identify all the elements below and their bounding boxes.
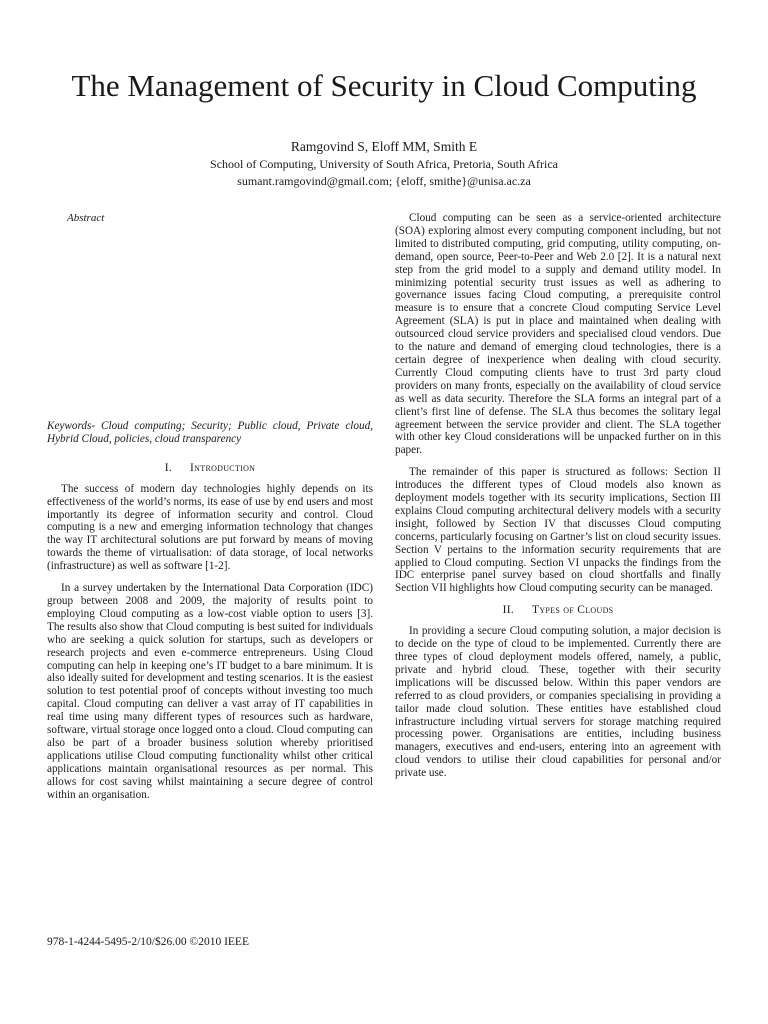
paper-title: The Management of Security in Cloud Computing — [71, 68, 697, 103]
keywords: Keywords- Cloud computing; Security; Public cloud, Private cloud, Hybrid Cloud, policies, cloud transparency — [47, 420, 373, 445]
abstract-label: Abstract — [67, 212, 105, 224]
paragraph: The remainder of this paper is structured as follows: Section II introduces the different types of Cloud models also known as deployment models together with its security implications, Section III explains Cloud computing architectural delivery models with a security insight, followed by Section IV that discusses Cloud computing concerns, particularly focusing on Gartner’s list on cloud security issues. Section V pertains to the information security requirements that are applied to Cloud computing. Section VI unpacks the findings from the IDC enterprise panel survey based on cloud shortfalls and finally Section VII highlights how Cloud computing security can be managed. — [395, 466, 721, 595]
left-column — [47, 212, 373, 810]
author-list: Ramgovind S, Eloff MM, Smith E — [290, 139, 478, 154]
section-number: II. — [502, 604, 515, 617]
paragraph: In a survey undertaken by the International Data Corporation (IDC) group between 2008 and 2009, the majority of results point to employing Cloud computing as a low-cost viable option to users [3]. The results also show that Cloud computing is best suited for individuals who are seeking a quick solution for startups, such as developers or research projects and even e-commerce entrepreneurs. Using Cloud computing can help in keeping one’s IT budget to a bare minimum. It is also ideally suited for development and testing scenarios. It is the easiest solution to test potential proof of concepts without investing too much capital. Cloud computing can deliver a vast array of IT capabilities in real time using many different types of resources such as hardware, software, virtual storage once logged onto a cloud. Cloud computing can also be part of a broader business solution whereby prioritised applications utilise Cloud computing functionality whilst other critical applications maintain organisational resources as per normal. This allows for cost saving whilst maintaining a secure degree of control within an organisation. — [47, 582, 373, 801]
paragraph: The success of modern day technologies highly depends on its effectiveness of the world’s norms, its ease of use by end users and most importantly its degree of information security and control. Cloud computing is a new and emerging information technology that changes the way IT architectural solutions are put forward by means of moving towards the theme of virtualisation: of data storage, of local networks (infrastructure) as well as software [1-2]. — [47, 482, 373, 573]
affiliation: School of Computing, University of South Africa, Pretoria, South Africa — [210, 157, 558, 171]
paragraph: In providing a secure Cloud computing solution, a major decision is to decide on the type of cloud to be implemented. Currently there are three types of cloud deployment models offered, namely, a public, private and hybrid cloud. These, together with their security implications will be discussed below. Within this paper vendors are referred to as cloud providers, or companies specialising in providing a tailor made cloud solution. These entities have established cloud infrastructure including virtual servers for storage matching required processing power. Organisations are entities, including business managers, executives and end-users, entering into an agreement with cloud vendors to utilise their cloud capabilities for personal and/or private use. — [395, 625, 721, 780]
section-title: Types of Clouds — [532, 604, 614, 617]
author-emails: sumant.ramgovind@gmail.com; {eloff, smithe}@unisa.ac.za — [237, 174, 531, 188]
section-heading-types-of-clouds — [395, 604, 721, 617]
section-title: Introduction — [190, 461, 256, 474]
section-heading-introduction — [47, 462, 373, 475]
paragraph: Cloud computing can be seen as a service-oriented architecture (SOA) exploring almost every computing component including, but not limited to distributed computing, grid computing, utility computing, on-demand, open source, Peer-to-Peer and Web 2.0 [2]. It is a natural next step from the grid model to a supply and demand utility model. In minimizing potential security trust issues as well as adhering to governance issues facing Cloud computing, a prerequisite control measure is to ensure that a concrete Cloud computing Service Level Agreement (SLA) is put in place and maintained when dealing with outsourced cloud service providers and specialised cloud vendors. Due to the nature and demand of emerging cloud technologies, there is a certain degree of inexperience when dealing with cloud security. Currently Cloud computing clients have to trust 3rd party cloud providers on many fronts, especially on the availability of cloud service as well as data security. Therefore the SLA forms an integral part of a client’s first line of defense. The SLA thus becomes the solitary legal agreement between the service provider and client. The SLA together with other key Cloud considerations will be unpacked further on in this paper. — [395, 212, 721, 457]
section-number: I. — [164, 461, 173, 474]
right-column — [395, 212, 721, 789]
copyright-footer: 978-1-4244-5495-2/10/$26.00 ©2010 IEEE — [47, 936, 249, 948]
